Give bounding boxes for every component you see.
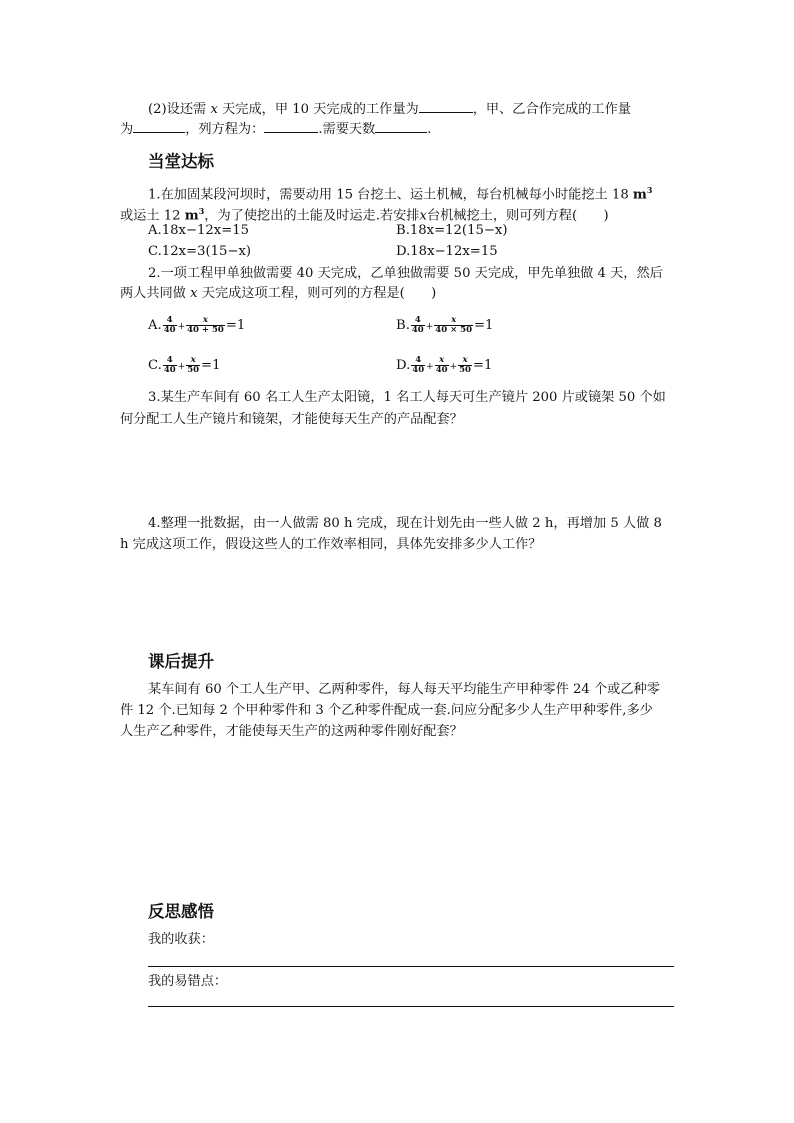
fraction: $\frac{4}{40}$ [163,315,176,335]
fraction: $\frac{4}{40}$ [411,315,424,335]
problem-5-line-2: 件 12 个.已知每 2 个甲种零件和 3 个乙种零件配成一套.问应分配多少人生产甲种零件,多少 [120,703,653,718]
problem-5-line-1: 某车间有 60 个工人生产甲、乙两种零件，每人每天平均能生产甲种零件 24 个或乙种零 [148,682,660,697]
problem-4-line-2: h 完成这项工作，假设这些人的工作效率相同，具体先安排多少人工作？ [120,537,542,552]
option-c[interactable]: C. $\frac{4}{40}$ + $\frac{x}{50}$ =1 [148,355,221,375]
problem-5-line-3: 人生产乙种零件，才能使每天生产的这两种零件刚好配套？ [120,724,463,739]
section-title-after-class: 课后提升 [148,652,214,671]
section-title-in-class: 当堂达标 [148,152,214,171]
fraction: $\frac{x}{40}$ [435,355,448,375]
problem-4-line-1: 4.整理一批数据，由一人做需 80 h 完成，现在计划先由一些人做 2 h，再增加 5 人做 8 [148,516,662,531]
problem-2-line-1: 2.一项工程甲单独做需要 40 天完成，乙单独做需要 50 天完成，甲先单独做 4 天，然后 [148,266,663,281]
option-d[interactable]: D. $\frac{4}{40}$ + $\frac{x}{40}$ + $\frac{x}{50}$ =1 [396,355,493,375]
fraction: $\frac{4}{40}$ [163,355,176,375]
fraction: $\frac{x}{40 \times 50}$ [435,315,472,335]
fraction: $\frac{x}{40 + 50}$ [187,315,224,335]
answer-blank[interactable] [264,118,318,133]
gain-writing-line[interactable] [148,966,674,967]
option-c[interactable]: C.12x=3(15−x) [148,244,252,259]
problem-2-line-2: 两人共同做 x 天完成这项工程，则可列的方程是( ) [120,286,437,301]
fraction: $\frac{4}{40}$ [412,355,425,375]
problem-1-line-1: 1.在加固某段河坝时，需要动用 15 台挖土、运土机械，每台机械每小时能挖土 18 $m^3$ [148,185,653,203]
q2-line-2: 为 ，列方程为： .需要天数 . [120,118,676,140]
gain-label: 我的收获： [148,932,214,947]
option-b[interactable]: B. $\frac{4}{40}$ + $\frac{x}{40 \times 50}$ =1 [396,315,494,335]
answer-blank[interactable] [419,98,473,113]
fraction: $\frac{x}{50}$ [187,355,200,375]
option-b[interactable]: B.18x=12(15−x) [396,223,508,238]
fraction: $\frac{x}{50}$ [459,355,471,375]
problem-1-line-2: 或运土 12 $m^3$，为了使挖出的土能及时运走.若安排x台机械挖土，则可列方程( ) [120,206,609,224]
problem-3-line-2: 何分配工人生产镜片和镜架，才能使每天生产的产品配套？ [120,412,463,427]
problem-3-line-1: 3.某生产车间有 60 名工人生产太阳镜，1 名工人每天可生产镜片 200 片或镜架 50 个如 [148,390,666,405]
answer-blank[interactable] [375,118,427,133]
answer-blank[interactable] [133,118,185,133]
option-a[interactable]: A.18x−12x=15 [148,223,250,238]
mistakes-writing-line[interactable] [148,1006,674,1007]
option-a[interactable]: A. $\frac{4}{40}$ + $\frac{x}{40 + 50}$ =1 [148,315,246,335]
option-d[interactable]: D.18x−12x=15 [396,244,498,259]
section-title-reflection: 反思感悟 [148,902,214,921]
mistakes-label: 我的易错点： [148,974,228,989]
q2-line-1: (2)设还需 x 天完成，甲 10 天完成的工作量为 ，甲、乙合作完成的工作量 [148,98,676,120]
